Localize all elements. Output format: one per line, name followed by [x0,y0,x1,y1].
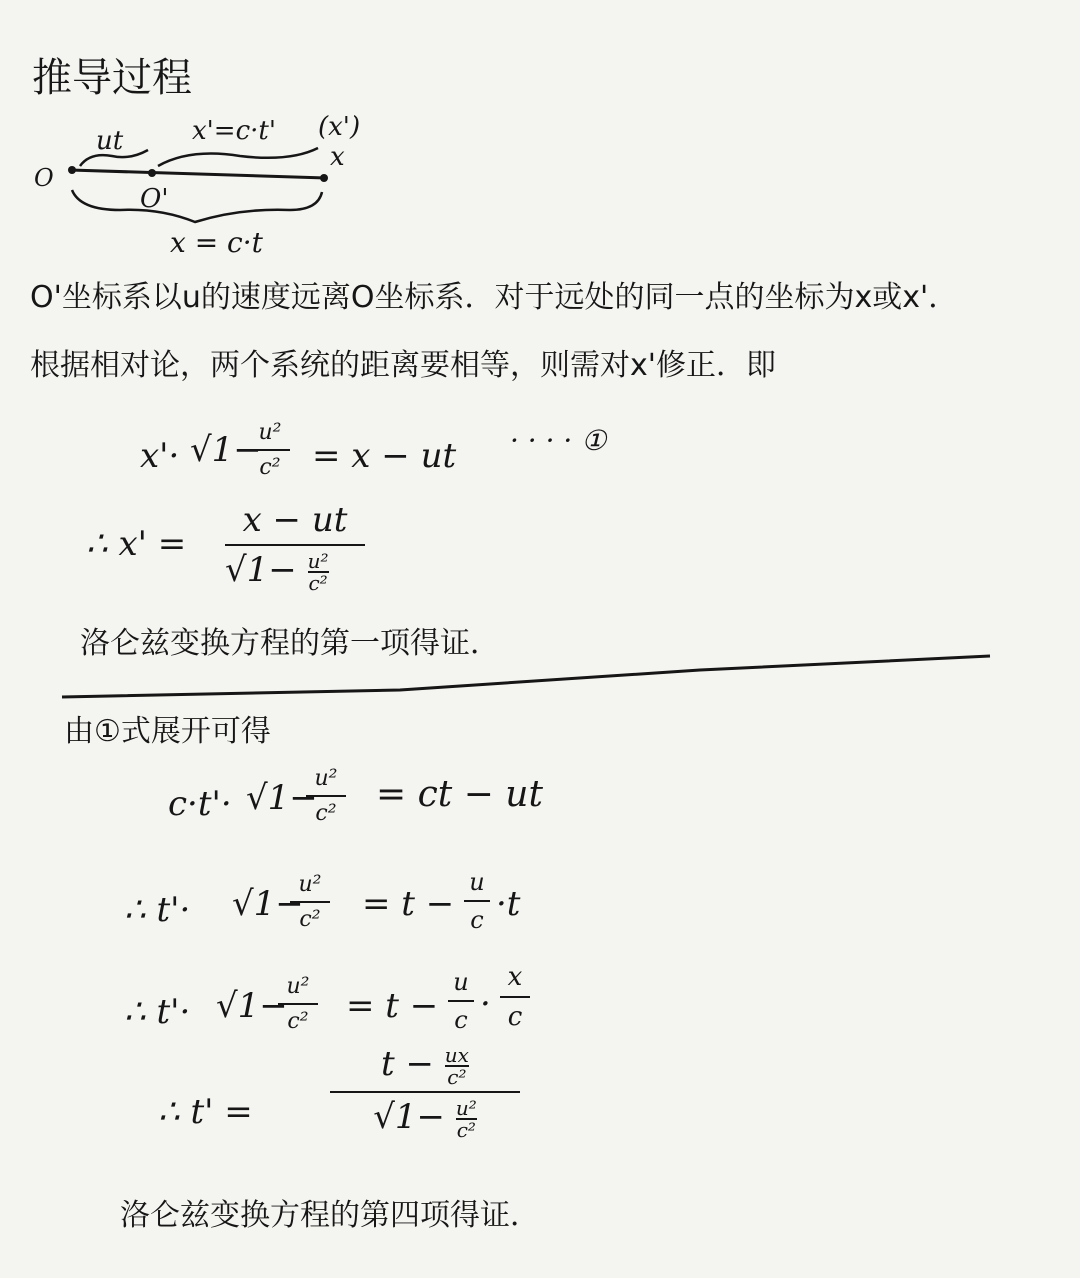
eq4-right-frac-den: c [470,906,484,934]
eq4-right-a: = t − [362,884,455,924]
eq2-den-frac-num: u² [307,549,329,573]
eq4-fraction [290,872,330,932]
eq5-right-a: = t − [346,986,439,1026]
eq5-fraction [278,974,318,1034]
eq4-frac-bar [290,901,330,903]
eq2-den-frac [308,551,329,593]
eq4-right-frac-num: u [469,868,485,896]
eq5-frac2-bar [500,996,530,998]
eq6-fraction [330,1044,520,1140]
eq5-dot: · [480,984,491,1024]
eq4-left: ∴ t'· [124,890,191,930]
eq1-sqrt: √1− [190,430,262,470]
eq1-tag: · · · · ① [510,424,607,457]
page-title: 推导过程 [32,55,192,101]
eq6-num-frac-num: ux [444,1043,469,1067]
eq6-num-frac [445,1045,469,1087]
text-line-4: 由①式展开可得 [64,714,271,749]
eq5-frac2-den: c [507,1002,523,1032]
eq5-frac-num: u² [286,974,310,999]
eq2-den-sqrt: √1− [225,550,297,590]
eq5-frac1-num: u [453,968,469,996]
label-x-prime-paren: (x') [318,112,361,142]
eq5-frac1-bar [448,1000,474,1002]
eq6-den [330,1097,520,1140]
section-divider [62,656,990,697]
label-origin-o: O [34,164,54,192]
eq4-right-b: ·t [496,884,521,924]
eq5-frac-bar [278,1003,318,1005]
eq5-frac2-num: x [507,962,523,992]
eq3-left: c·t'· [168,784,232,824]
eq6-bar [330,1091,520,1093]
eq6-den-sqrt: √1− [373,1097,446,1137]
text-line-1: O'坐标系以u的速度远离O坐标系．对于远处的同一点的坐标为x或x'． [30,280,959,315]
eq3-sqrt: √1− [246,778,318,818]
eq6-num-frac-den: c² [445,1065,469,1087]
eq3-frac-bar [306,795,346,797]
text-line-5: 洛仑兹变换方程的第四项得证． [120,1198,540,1233]
label-x-prime-eq: x'=c·t' [192,116,277,146]
eq6-prefix: ∴ t' = [158,1092,253,1132]
eq1-frac-num: u² [258,420,282,445]
eq4-right-frac-bar [464,900,490,902]
eq5-frac2 [500,962,530,1032]
label-o-prime: O' [140,184,169,214]
eq2-num: x − ut [242,500,348,540]
axis-line [70,170,326,178]
eq5-frac-den: c² [287,1009,309,1034]
eq1-frac-den: c² [259,455,281,480]
eq6-den-frac-den: c² [456,1118,476,1142]
eq1-left: x'· [140,436,180,476]
eq3-frac-den: c² [315,801,337,826]
eq2-prefix: ∴ x' = [86,524,187,564]
label-x-eq-ct: x = c·t [170,226,263,259]
text-line-3: 洛仑兹变换方程的第一项得证． [80,626,500,661]
eq1-fraction [250,420,290,480]
eq6-num-a: t − [381,1044,434,1084]
eq6-den-frac [456,1098,477,1140]
o-prime-dot [148,169,156,177]
x-prime-brace [158,148,318,166]
eq3-fraction [306,766,346,826]
eq3-right: = ct − ut [376,774,543,815]
eq4-frac-num: u² [298,872,322,897]
eq3-frac-num: u² [314,766,338,791]
eq4-sqrt: √1− [232,884,304,924]
x-total-brace [72,190,322,222]
eq1-frac-bar [250,449,290,451]
label-ut: ut [96,126,124,156]
eq2-den-frac-den: c² [308,571,328,595]
eq4-frac-den: c² [299,907,321,932]
eq4-right-fraction [464,868,490,934]
eq2-bar [225,544,365,546]
text-line-2: 根据相对论，两个系统的距离要相等，则需对x'修正．即 [30,348,777,383]
eq2-den [225,550,365,593]
eq5-frac1-den: c [454,1006,468,1034]
origin-dot [68,166,76,174]
eq5-sqrt: √1− [216,986,288,1026]
eq2-fraction [225,500,365,593]
eq1-right: = x − ut [312,436,457,476]
eq5-left: ∴ t'· [124,992,191,1032]
label-x: x [330,142,345,172]
eq6-den-frac-num: u² [455,1096,477,1120]
eq6-num [330,1044,520,1087]
x-dot [320,174,328,182]
eq5-frac1 [448,968,474,1034]
